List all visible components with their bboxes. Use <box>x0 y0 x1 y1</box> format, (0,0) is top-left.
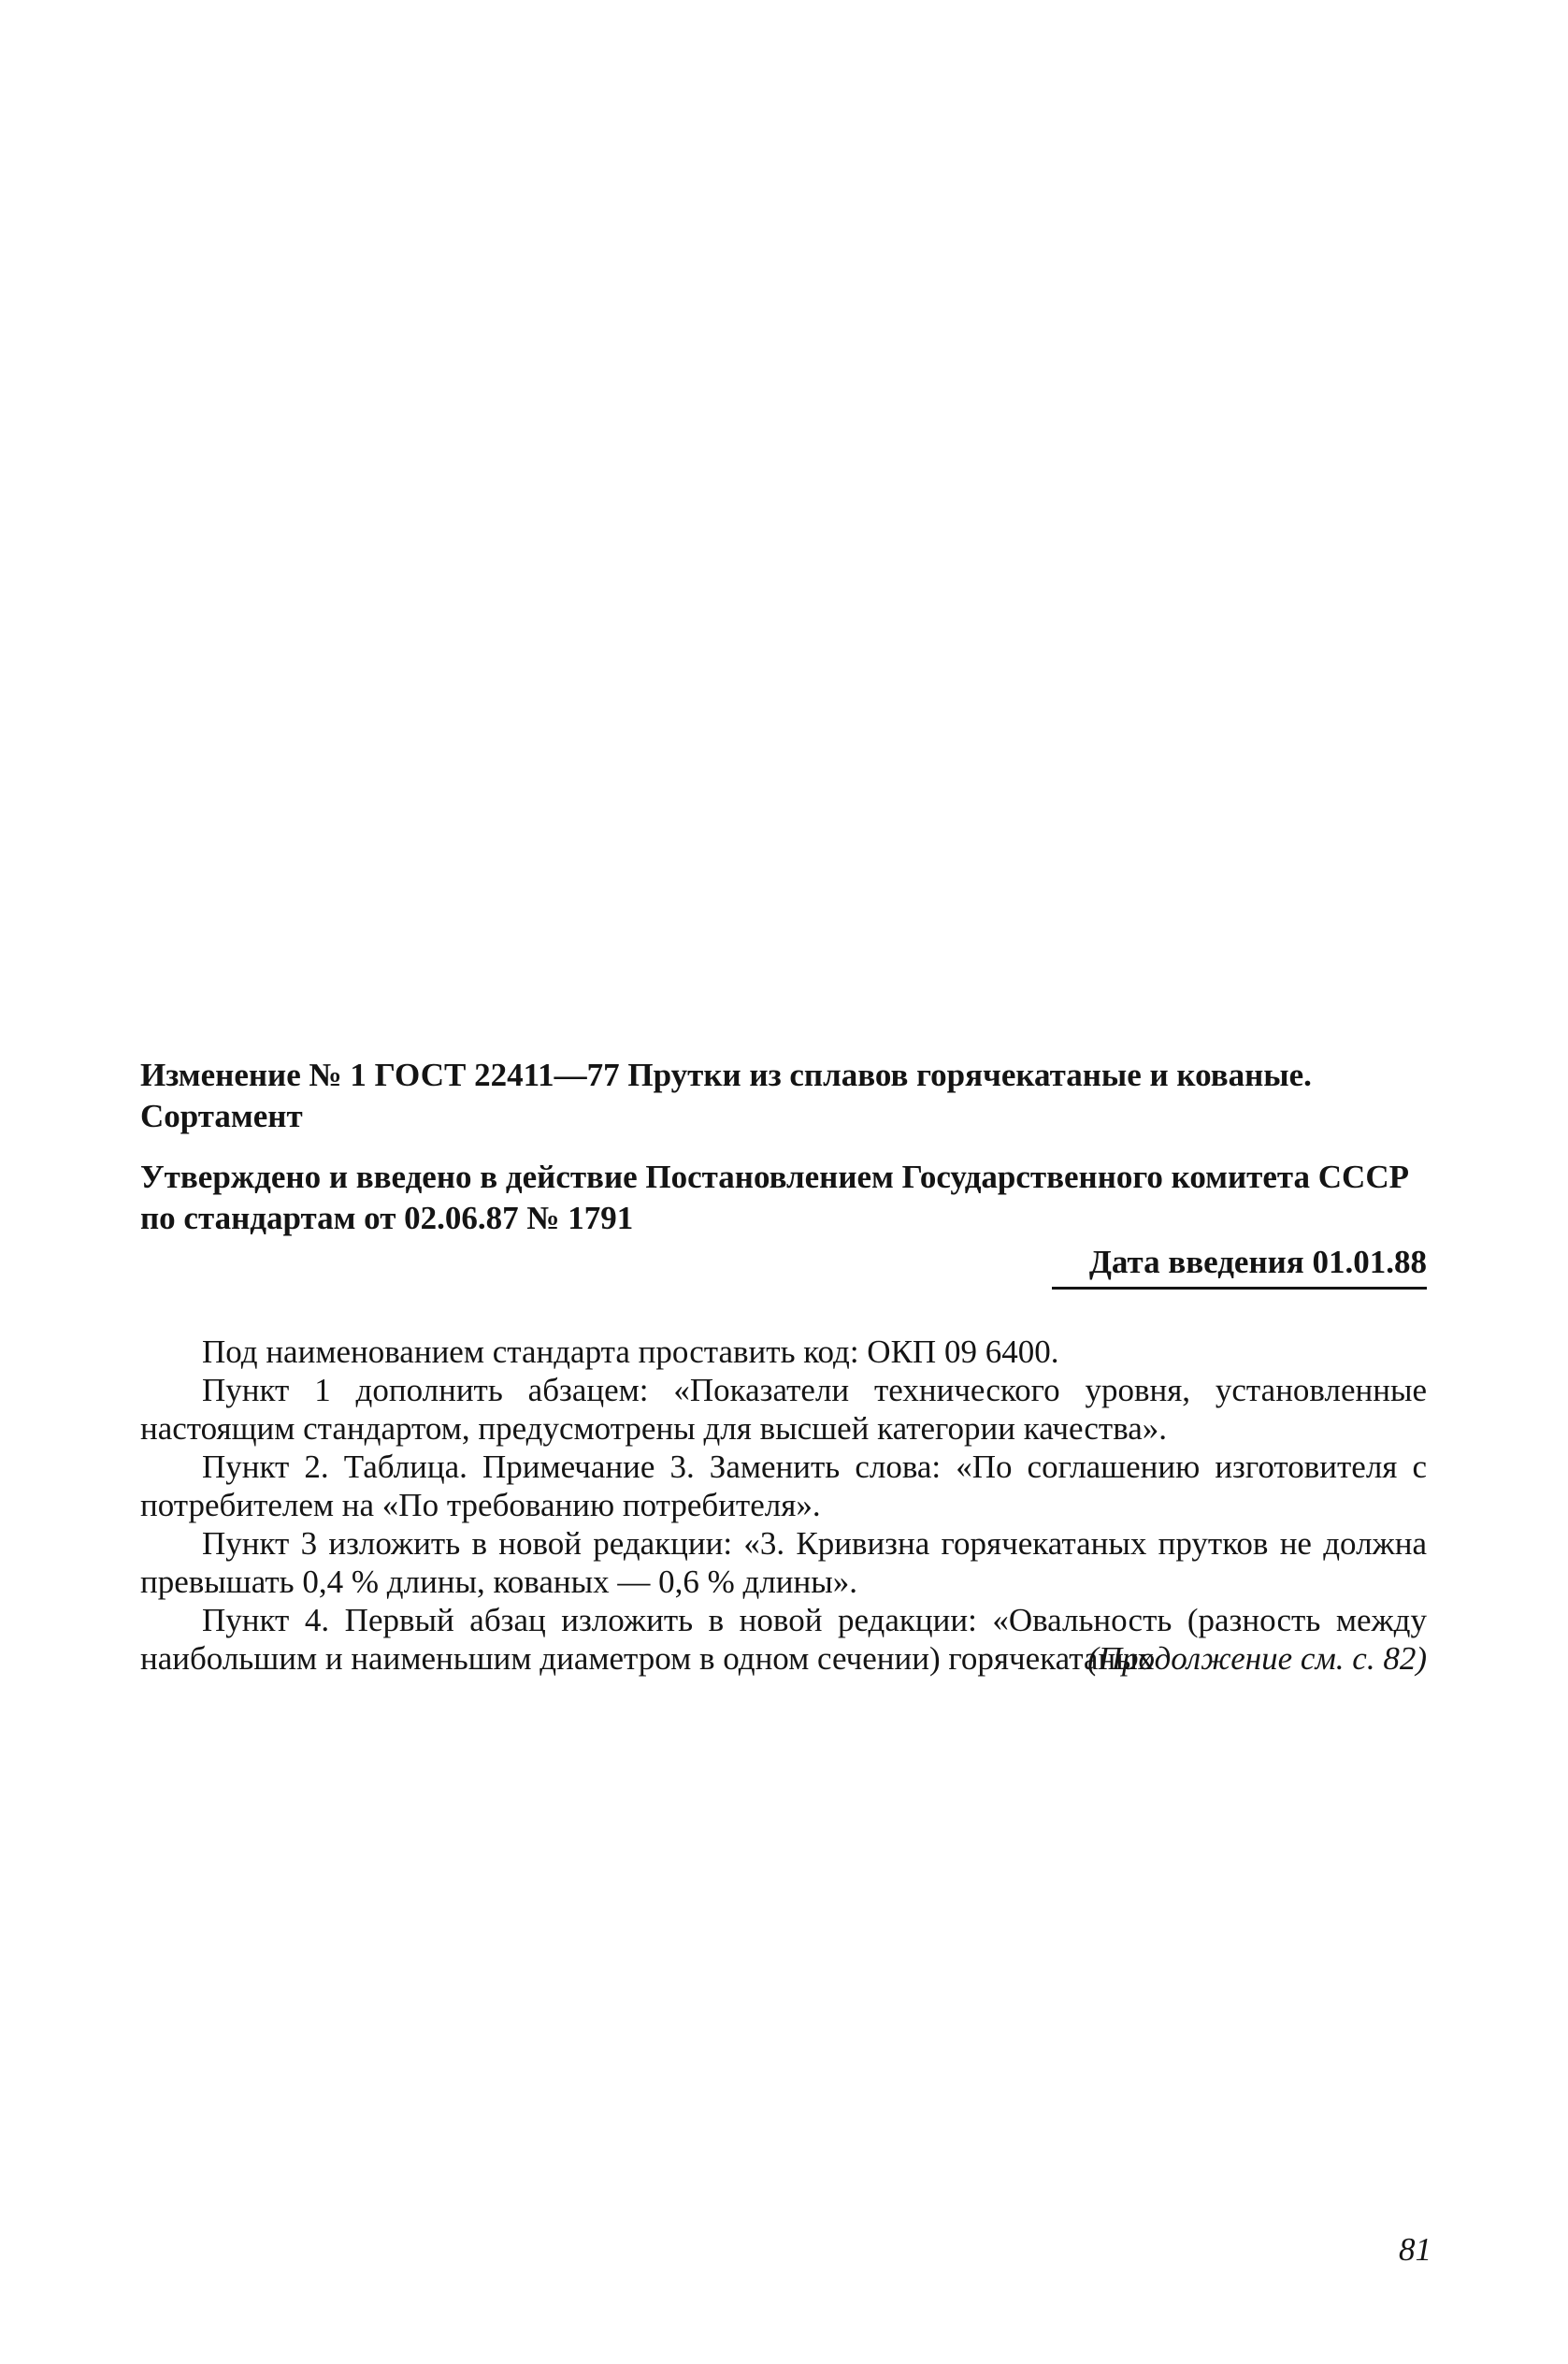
paragraph-okp-code: Под наименованием стандарта проставить код: ОКП 09 6400. <box>202 1333 1059 1370</box>
page-number: 81 <box>1399 2231 1431 2268</box>
document-heading: Изменение № 1 ГОСТ 22411—77 Прутки из сплавов горячекатаные и кованые. Сортамент <box>140 1057 1312 1134</box>
amendment-body <box>140 1333 1427 1678</box>
effective-date: Дата введения 01.01.88 <box>1052 1242 1427 1290</box>
continuation-note: (Продолжение см. с. 82) <box>1087 1640 1427 1677</box>
approval-statement: Утверждено и введено в действие Постановлением Государственного комитета СССР по стандартам от 02.06.87 № 1791 <box>140 1159 1409 1236</box>
paragraph-item-4: Пункт 4. Первый абзац изложить в новой редакции: «Овальность (разность между наибольшим и наименьшим диаметром в одном сечении) горячекатаных <box>140 1602 1427 1677</box>
paragraph-item-1: Пункт 1 дополнить абзацем: «Показатели технического уровня, установленные настоящим стандартом, предусмотрены для высшей категории качества». <box>140 1372 1427 1447</box>
effective-date-block <box>1052 1242 1427 1290</box>
paragraph-item-3: Пункт 3 изложить в новой редакции: «3. Кривизна горячекатаных прутков не должна превышать 0,4 % длины, кованых — 0,6 % длины». <box>140 1525 1427 1600</box>
paragraph-item-2: Пункт 2. Таблица. Примечание 3. Заменить слова: «По соглашению изготовителя с потребителем на «По требованию потребителя». <box>140 1449 1427 1523</box>
